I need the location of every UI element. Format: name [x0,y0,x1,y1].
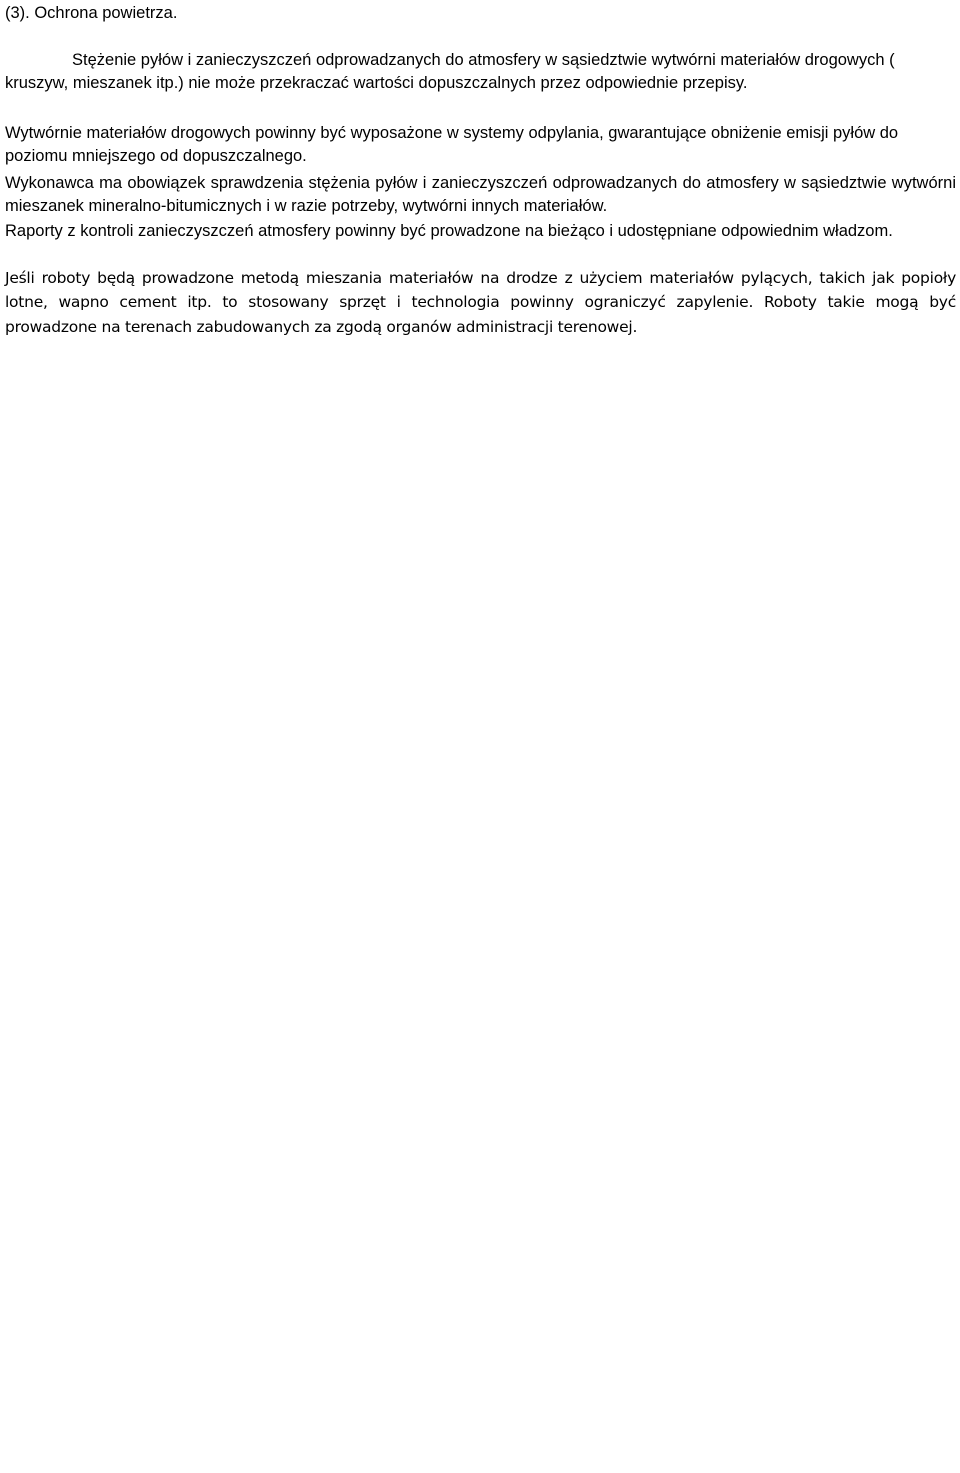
paragraph-mixing-method: Jeśli roboty będą prowadzone metodą mieszania materiałów na drodze z użyciem materiałów pylących, takich jak popioły lotne, wapno cement itp. to stosowany sprzęt i technologia powinny ograniczyć zapylenie. Roboty takie mogą być prowadzone na terenach zabudowanych za zgodą organów administracji terenowej. [5,269,956,336]
paragraph-reports: Raporty z kontroli zanieczyszczeń atmosfery powinny być prowadzone na bieżąco i udostępniane odpowiednim władzom. [5,222,893,240]
section-heading-air-protection: (3). Ochrona powietrza. [5,4,178,22]
paragraph-contractor-obligation: Wykonawca ma obowiązek sprawdzenia stężenia pyłów i zanieczyszczeń odprowadzanych do atmosfery w sąsiedztwie wytwórni mieszanek mineralno-bitumicznych i w razie potrzeby, wytwórni innych materiałów. [5,174,956,215]
paragraph-dedusting-systems: Wytwórnie materiałów drogowych powinny być wyposażone w systemy odpylania, gwarantujące obniżenie emisji pyłów do poziomu mniejszego od dopuszczalnego. [5,124,899,165]
paragraph-dust-concentration: Stężenie pyłów i zanieczyszczeń odprowadzanych do atmosfery w sąsiedztwie wytwórni materiałów drogowych ( kruszyw, mieszanek itp.) nie może przekraczać wartości dopuszczalnych przez odpowiednie przepisy. [5,51,895,92]
